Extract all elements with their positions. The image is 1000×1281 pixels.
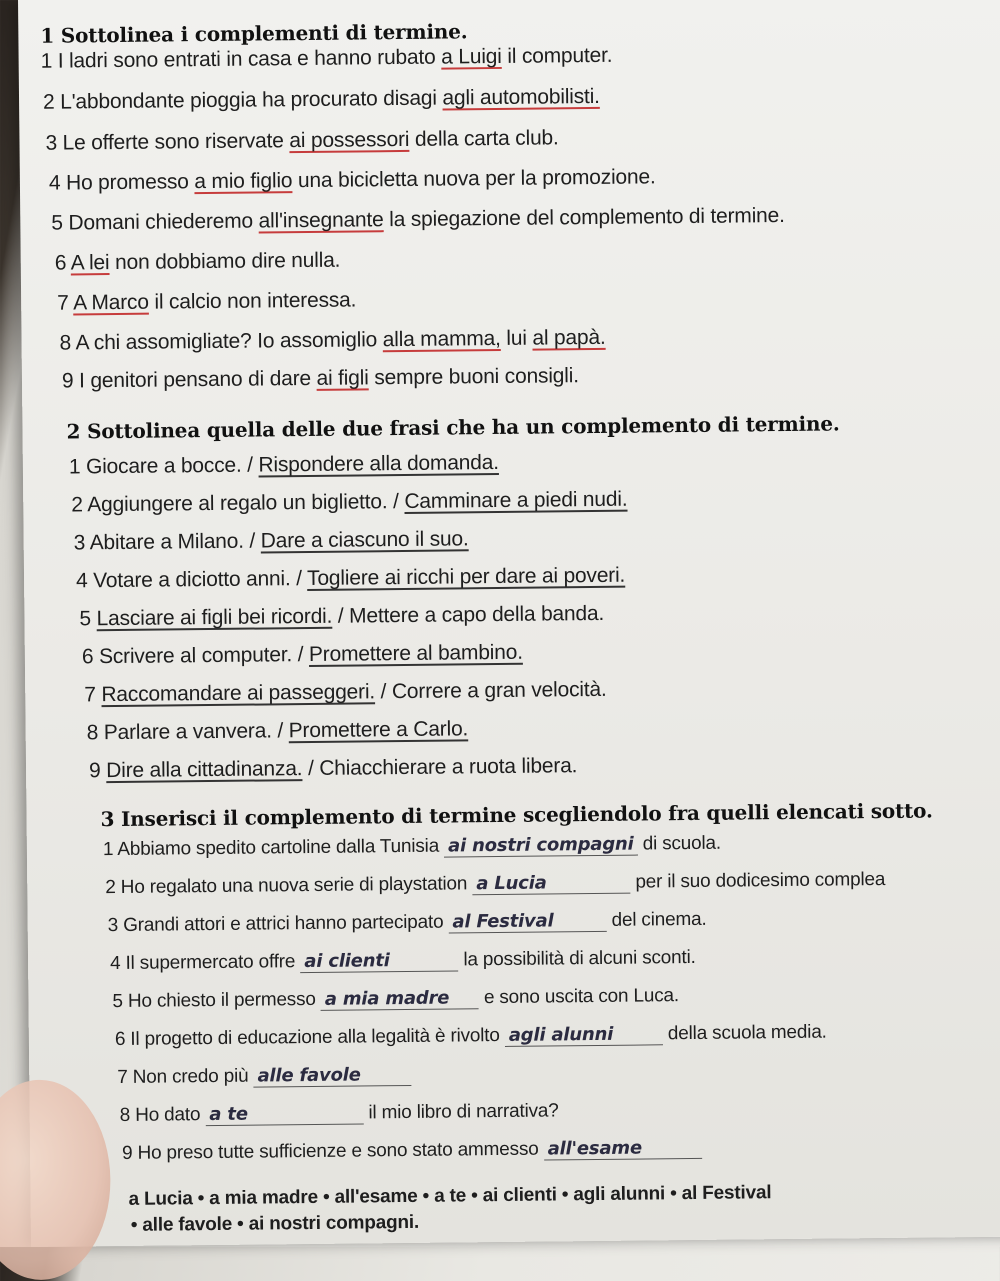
ex2-item-1-a: 1 Giocare a bocce. / xyxy=(69,454,259,479)
ex2-item-3-a: 3 Abitare a Milano. / xyxy=(74,529,261,554)
ex3-item-7-pre: 7 Non credo più xyxy=(117,1066,253,1088)
ex2-item-5-b: / Mettere a capo della banda. xyxy=(332,602,604,628)
ex2-item-6-b: Promettere al bambino. xyxy=(309,641,523,666)
ex3-item-8-post: il mio libro di narrativa? xyxy=(363,1100,558,1123)
ex2-item-4 xyxy=(76,564,625,594)
ex1-item-3-answer: ai possessori xyxy=(289,128,409,152)
ex3-item-7 xyxy=(117,1064,411,1089)
ex1-item-8-answer-a: alla mamma, xyxy=(383,327,501,351)
ex2-item-7-a: Raccomandare ai passeggeri. xyxy=(101,680,375,706)
ex1-item-7 xyxy=(57,288,356,315)
ex3-item-1-pre: 1 Abbiamo spedito cartoline dalla Tunisia xyxy=(103,836,444,861)
ex2-item-3 xyxy=(74,527,469,555)
ex1-item-8 xyxy=(59,326,605,356)
ex1-item-5 xyxy=(51,204,785,236)
ex3-options-line-1: a Lucia • a mia madre • all'esame • a te • ai clienti • agli alunni • al Festival xyxy=(128,1182,771,1211)
ex3-item-4 xyxy=(110,947,696,975)
ex1-item-9 xyxy=(62,364,579,393)
ex1-item-4 xyxy=(49,165,656,195)
ex3-item-3-post: del cinema. xyxy=(606,909,706,931)
ex2-item-2-a: 2 Aggiungere al regalo un biglietto. / xyxy=(71,490,404,516)
ex1-item-8-answer-b: al papà. xyxy=(532,326,605,350)
ex2-item-8-a: 8 Parlare a vanvera. / xyxy=(87,719,289,744)
ex2-item-7-num: 7 xyxy=(84,683,101,706)
ex1-item-2 xyxy=(43,85,600,115)
ex3-item-8-pre: 8 Ho dato xyxy=(120,1104,206,1126)
ex3-item-9-pre: 9 Ho preso tutte sufficienze e sono stato ammesso xyxy=(122,1139,544,1164)
ex3-item-2-answer-field[interactable]: a Lucia xyxy=(472,872,630,896)
ex1-item-3-post: della carta club. xyxy=(409,126,559,151)
ex3-item-4-pre: 4 Il supermercato offre xyxy=(110,951,300,974)
ex3-item-6 xyxy=(115,1022,827,1051)
ex1-item-4-post: una bicicletta nuova per la promozione. xyxy=(292,165,655,192)
ex2-item-6 xyxy=(82,641,523,670)
ex1-item-5-pre: 5 Domani chiederemo xyxy=(51,209,259,234)
ex2-item-9-num: 9 xyxy=(89,759,106,782)
ex1-item-1-pre: 1 I ladri sono entrati in casa e hanno rubato xyxy=(41,46,442,73)
ex2-item-5-num: 5 xyxy=(79,607,96,630)
ex2-item-4-a: 4 Votare a diciotto anni. / xyxy=(76,567,307,592)
ex2-item-7 xyxy=(84,678,606,707)
ex2-item-2 xyxy=(71,488,627,518)
ex3-item-3-pre: 3 Grandi attori e attrici hanno partecipato xyxy=(108,912,449,937)
ex3-item-3-answer-field[interactable]: al Festival xyxy=(448,910,606,934)
ex2-item-4-b: Togliere ai ricchi per dare ai poveri. xyxy=(307,564,625,590)
ex2-item-9-a: Dire alla cittadinanza. xyxy=(106,757,302,782)
ex3-item-6-answer-field[interactable]: agli alunni xyxy=(505,1023,663,1047)
ex1-item-6-answer: A lei xyxy=(71,251,110,274)
ex2-item-9-b: / Chiacchierare a ruota libera. xyxy=(302,754,577,780)
ex3-item-1-answer-field[interactable]: ai nostri compagni xyxy=(444,834,638,858)
ex2-item-5-a: Lasciare ai figli bei ricordi. xyxy=(96,605,332,630)
ex3-item-6-pre: 6 Il progetto di educazione alla legalità è rivolto xyxy=(115,1025,505,1050)
ex1-item-4-pre: 4 Ho promesso xyxy=(49,170,195,195)
ex1-item-9-post: sempre buoni consigli. xyxy=(368,364,578,389)
ex3-item-9-answer-field[interactable]: all'esame xyxy=(544,1137,702,1161)
ex2-item-5 xyxy=(79,602,604,631)
ex1-item-2-answer: agli automobilisti. xyxy=(442,85,600,110)
ex3-item-1 xyxy=(103,833,721,861)
ex1-item-3-pre: 3 Le offerte sono riservate xyxy=(45,129,289,155)
ex1-item-2-pre: 2 L'abbondante pioggia ha procurato disagi xyxy=(43,87,443,114)
ex3-item-5 xyxy=(112,985,679,1013)
ex3-item-2-post: per il suo dodicesimo complea xyxy=(630,869,885,893)
ex2-item-8 xyxy=(87,717,469,745)
ex2-item-1-b: Rispondere alla domanda. xyxy=(258,451,499,477)
ex1-item-7-answer: A Marco xyxy=(73,291,149,315)
ex1-item-7-post: il calcio non interessa. xyxy=(149,288,357,313)
ex1-item-1-answer: a Luigi xyxy=(441,45,502,69)
ex2-item-9 xyxy=(89,754,577,783)
ex1-item-4-answer: a mio figlio xyxy=(194,169,292,193)
ex1-item-9-answer: ai figli xyxy=(316,366,368,390)
ex3-item-5-post: e sono uscita con Luca. xyxy=(479,985,679,1008)
thumb-shadow xyxy=(0,1079,111,1280)
ex2-item-7-b: / Correre a gran velocità. xyxy=(375,678,607,703)
ex3-item-4-answer-field[interactable]: ai clienti xyxy=(300,949,458,973)
ex1-item-1-post: il computer. xyxy=(502,44,613,68)
ex3-options-line-2: • alle favole • ai nostri compagni. xyxy=(131,1212,419,1237)
ex2-item-8-b: Promettere a Carlo. xyxy=(289,717,469,742)
ex1-item-8-pre: 8 A chi assomigliate? Io assomiglio xyxy=(59,328,382,354)
ex3-item-1-post: di scuola. xyxy=(637,833,721,855)
ex1-item-7-pre: 7 xyxy=(57,291,73,314)
ex1-item-5-answer: all'insegnante xyxy=(258,208,383,232)
ex3-item-2 xyxy=(105,869,885,899)
ex1-item-9-pre: 9 I genitori pensano di dare xyxy=(62,367,317,393)
ex1-title: 1 Sottolinea i complementi di termine. xyxy=(40,19,467,47)
ex1-item-1 xyxy=(41,44,613,74)
ex3-item-4-post: la possibilità di alcuni sconti. xyxy=(458,947,696,970)
ex3-item-7-answer-field[interactable]: alle favole xyxy=(253,1064,411,1088)
ex1-item-6-pre: 6 xyxy=(55,251,71,274)
ex2-title: 2 Sottolinea quella delle due frasi che ha un complemento di termine. xyxy=(66,411,839,443)
ex3-item-8 xyxy=(120,1100,559,1127)
ex2-item-1 xyxy=(69,451,499,480)
ex3-item-2-pre: 2 Ho regalato una nuova serie di playstation xyxy=(105,873,472,898)
ex1-item-5-post: la spiegazione del complemento di termine. xyxy=(383,204,784,231)
ex3-item-5-answer-field[interactable]: a mia madre xyxy=(321,987,479,1011)
ex1-item-3 xyxy=(45,126,558,155)
ex2-item-2-b: Camminare a piedi nudi. xyxy=(404,488,627,513)
ex3-item-6-post: della scuola media. xyxy=(663,1022,827,1045)
ex3-item-3 xyxy=(108,909,707,937)
ex1-item-8-mid: lui xyxy=(501,327,533,350)
ex3-item-8-answer-field[interactable]: a te xyxy=(205,1102,363,1126)
ex1-item-6-post: non dobbiamo dire nulla. xyxy=(109,249,340,274)
ex3-title: 3 Inserisci il complemento di termine scegliendolo fra quelli elencati sotto. xyxy=(100,798,932,831)
ex2-item-6-a: 6 Scrivere al computer. / xyxy=(82,643,309,668)
ex3-item-9 xyxy=(122,1137,702,1165)
ex3-item-5-pre: 5 Ho chiesto il permesso xyxy=(112,989,321,1012)
ex2-item-3-b: Dare a ciascuno il suo. xyxy=(261,527,469,552)
ex1-item-6 xyxy=(55,249,341,276)
worksheet-page xyxy=(18,0,1000,1247)
